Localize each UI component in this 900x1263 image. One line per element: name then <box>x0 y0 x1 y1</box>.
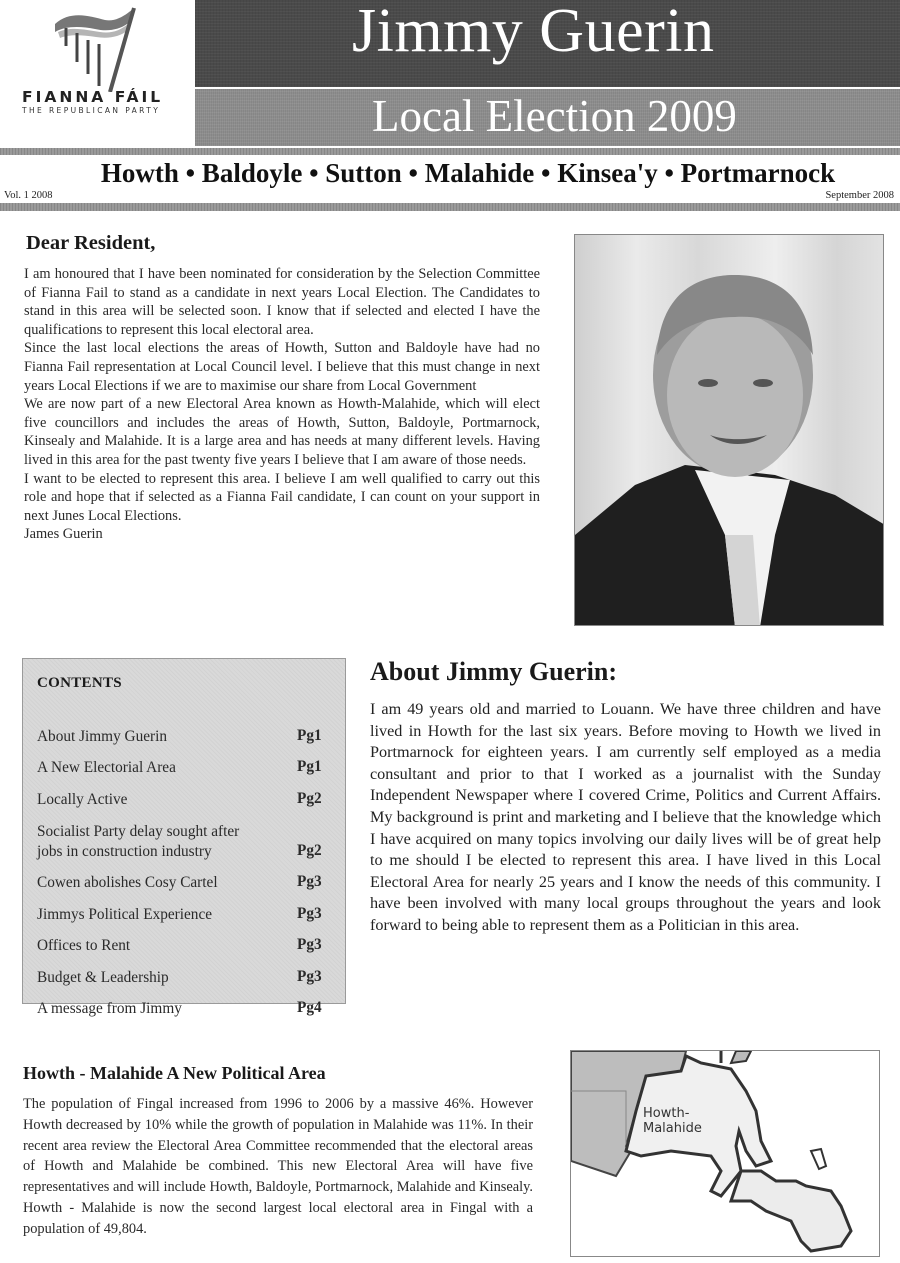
political-area-heading: Howth - Malahide A New Political Area <box>23 1063 326 1083</box>
towns-banner: Howth • Baldoyle • Sutton • Malahide • Kinsea'y • Portmarnock <box>100 158 836 188</box>
divider-rule <box>0 148 900 155</box>
toc-item-page: Pg1 <box>297 758 322 775</box>
toc-item[interactable] <box>37 810 331 862</box>
toc-item[interactable] <box>37 956 331 988</box>
toc-item[interactable] <box>37 778 331 810</box>
toc-item[interactable] <box>37 988 331 1020</box>
toc-item-page: Pg2 <box>297 841 322 859</box>
political-area-body: The population of Fingal increased from 1996 to 2006 by a massive 46%. However Howth decreased by 10% while the growth of population in Malahide was 11%. In their recent area review the Electoral Area Committee recommended that the electoral areas of Howth and Malahide be combined. This new Electoral Area will have five representatives and will include Howth, Baldoyle, Portmarnock, Malahide and Kinsealy. Howth - Malahide is now the second largest local electoral area in Fingal with a population of 49,804. <box>23 1096 533 1237</box>
toc-item-page: Pg3 <box>297 904 322 922</box>
toc-item-title: Locally Active <box>37 790 128 808</box>
letter-salutation: Dear Resident, <box>26 232 156 254</box>
toc-item-title: A message from Jimmy <box>37 1000 182 1017</box>
candidate-photo <box>574 234 884 626</box>
toc-item-title: Socialist Party delay sought after jobs in construction industry <box>37 822 240 860</box>
toc-item-page: Pg3 <box>297 967 322 985</box>
harp-icon <box>50 2 140 92</box>
letter-paragraph: I am honoured that I have been nominated for consideration by the Selection Committee of Fianna Fail to stand as a candidate in next years Local Election. The Candidates to stand in this area will be selected soon. I know that if selected and elected I have the qualifications to represent this local electoral area. <box>24 266 540 338</box>
letter-paragraph: I want to be elected to represent this area. I believe I am well qualified to carry out this role and hope that if selected as a Fianna Fail candidate, I can count on your support in next Junes Local Elections. <box>24 470 540 524</box>
map-label-line: Howth- <box>643 1106 690 1121</box>
letter-paragraph: Since the last local elections the areas of Howth, Sutton and Baldoyle have had no Fianna Fail representation at Local Council level. I believe that this must change in next years Local Elections if we are to maximise our share from Local Government <box>24 340 540 394</box>
toc-item-page: Pg3 <box>297 873 322 890</box>
issue-date: September 2008 <box>825 190 894 201</box>
party-logo <box>0 0 195 145</box>
toc-item-page: Pg2 <box>297 789 322 807</box>
election-title: Local Election 2009 <box>372 91 737 141</box>
map-region-label <box>643 1106 702 1136</box>
candidate-name-title: Jimmy Guerin <box>352 0 715 65</box>
party-name: FIANNA FÁIL <box>22 88 164 106</box>
toc-item[interactable] <box>37 747 331 779</box>
toc-item[interactable] <box>37 925 331 957</box>
toc-item[interactable] <box>37 862 331 894</box>
toc-item[interactable] <box>37 715 331 747</box>
toc-item-title: Jimmys Political Experience <box>37 905 213 923</box>
toc-item-title: Budget & Leadership <box>37 968 169 986</box>
toc-item-title: A New Electorial Area <box>37 759 176 776</box>
portrait-image-icon <box>575 235 884 626</box>
about-body: I am 49 years old and married to Louann. We have three children and have lived in Howth for the last six years. Before moving to Howth we lived in Portmarnock for eighteen years. I am currently self employed as a media consultant and prior to that I worked as a journalist with the Sunday Independent Newspaper where I covered Crime, Politics and Current Affairs. My background is print and marketing and I believe that the knowledge which I have acquired on many topics involving our daily lives will be of great help to me should I be elected to represent this area. I have lived in this Local Electoral Area for nearly 25 years and I know the needs of this community. I have been involved with many local groups throughout the years and look forward to being able to represent them as a Politician in this area. <box>370 700 881 934</box>
toc-item[interactable] <box>37 893 331 925</box>
about-heading: About Jimmy Guerin: <box>370 657 617 686</box>
toc-item-title: Cowen abolishes Cosy Cartel <box>37 874 218 891</box>
party-tagline: THE REPUBLICAN PARTY <box>22 106 161 115</box>
toc-item-page: Pg1 <box>297 726 322 744</box>
letter-signature: James Guerin <box>24 526 103 543</box>
divider-rule <box>0 203 900 211</box>
toc-item-title: About Jimmy Guerin <box>37 727 168 745</box>
toc-item-title: Offices to Rent <box>37 937 131 954</box>
volume-label: Vol. 1 2008 <box>4 190 53 201</box>
toc-item-page: Pg4 <box>297 999 322 1016</box>
map-outline-icon <box>571 1051 880 1257</box>
resident-letter <box>24 232 540 544</box>
electoral-area-map <box>570 1050 880 1257</box>
map-label-line: Malahide <box>643 1121 702 1136</box>
contents-title: CONTENTS <box>37 675 122 691</box>
about-section <box>370 657 881 937</box>
letter-paragraph: We are now part of a new Electoral Area known as Howth-Malahide, which will elect five councillors and includes the areas of Howth, Sutton, Baldoyle, Portmarnock, Kinsealy and Malahide. It is a large area and has needs at many different levels. Having lived in this area for the past twenty five years I believe that I am aware of those needs. <box>24 396 540 468</box>
toc-item-page: Pg3 <box>297 936 322 953</box>
contents-box <box>22 658 346 1017</box>
political-area-section <box>23 1063 533 1240</box>
